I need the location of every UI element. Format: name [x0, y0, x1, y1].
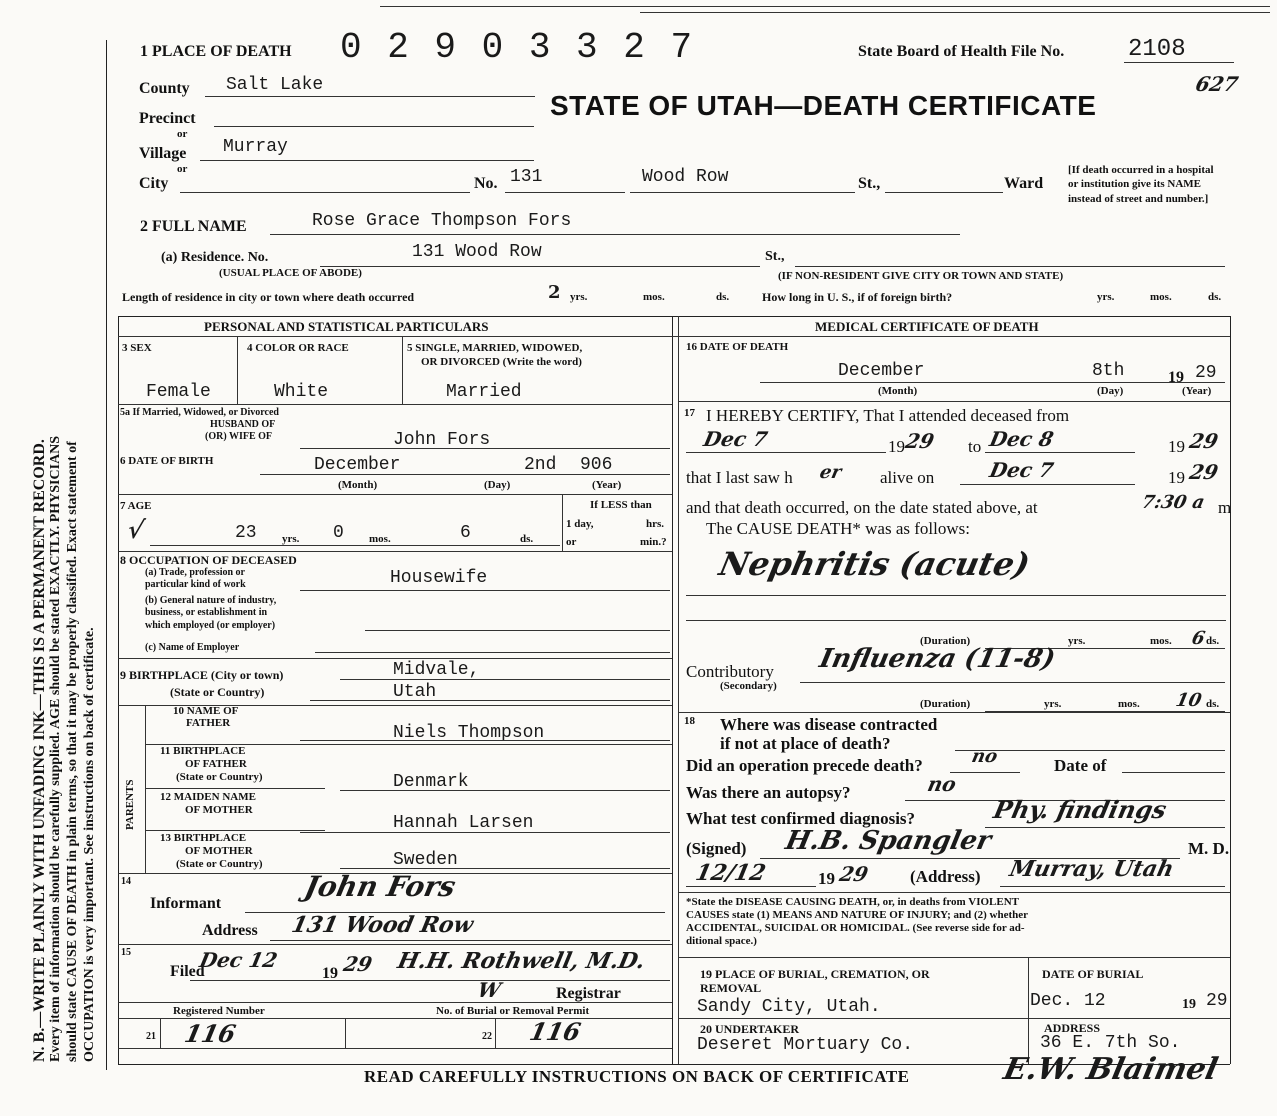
less-than-label: If LESS than [590, 499, 652, 511]
burial-box-left [495, 1018, 496, 1048]
alive-on-date: Dec 7 [987, 458, 1056, 482]
marital-label-1: 5 SINGLE, MARRIED, WIDOWED, [407, 342, 583, 354]
footnote-2: CAUSES state (1) MEANS AND NATURE OF INJURY; and (2) whether [686, 909, 1029, 921]
attended-to: Dec 8 [987, 427, 1056, 451]
full-name-label: 2 FULL NAME [140, 218, 247, 235]
burial-date-label: DATE OF BURIAL [1042, 967, 1144, 981]
informant-number: 14 [121, 876, 131, 887]
occupation-a-label-2: particular kind of work [145, 579, 246, 590]
sex-value: Female [146, 382, 211, 402]
registrar-initial: W [475, 978, 504, 1002]
spouse-label-3: (OR) WIFE OF [205, 431, 273, 442]
informant-label: Informant [150, 895, 222, 912]
sign-year-prefix: 19 [818, 869, 835, 888]
frame-top [118, 316, 1230, 317]
employer-label: (c) Name of Employer [145, 642, 240, 653]
color-divider [402, 336, 403, 404]
alive-year: 29 [1187, 460, 1221, 484]
death-month-caption: (Month) [878, 385, 918, 397]
dob-label: 6 DATE OF BIRTH [120, 455, 214, 467]
section-title-line [118, 336, 1230, 337]
age-check: √ [125, 515, 147, 544]
certificate-number: 0 2 9 0 3 3 2 7 [340, 27, 695, 68]
burial-divider [1028, 957, 1029, 1064]
length-ds: ds. [716, 291, 730, 303]
mother-line [300, 832, 670, 833]
footnote-3: ACCIDENTAL, SUICIDAL OR HOMICIDAL. (See reverse side for ad- [686, 922, 1025, 934]
dob-month: December [314, 455, 401, 475]
street-line [630, 192, 855, 193]
birthplace-state-line [310, 700, 670, 701]
side-note-line2: Every item of information should be carefully supplied. AGE should be stated EXACTLY. PHYSICIANS [48, 435, 63, 1062]
cause-duration-label: (Duration) [920, 635, 971, 647]
number-line [505, 192, 625, 193]
length-yrs: yrs. [570, 291, 588, 303]
attended-to-line [985, 452, 1135, 453]
or-label: or [177, 163, 188, 175]
cause-duration-yrs: yrs. [1068, 635, 1086, 647]
occupation-label: 8 OCCUPATION OF DECEASED [120, 553, 297, 567]
cause-line-1 [686, 595, 1226, 596]
contrib-duration-mos: mos. [1118, 698, 1140, 710]
less-min-label: min.? [640, 536, 667, 548]
burial-place: Sandy City, Utah. [697, 997, 881, 1017]
physician-address-line [1000, 886, 1225, 887]
birthplace-state-label: (State or Country) [170, 685, 265, 699]
certify-text: I HEREBY CERTIFY, That I attended deceased from [706, 406, 1070, 425]
file-no: 2108 [1128, 36, 1186, 63]
mother-label-1: 12 MAIDEN NAME [160, 791, 256, 803]
full-name-value: Rose Grace Thompson Fors [312, 211, 572, 231]
occupation-a-label-1: (a) Trade, profession or [145, 567, 245, 578]
last-saw-label: that I last saw h [686, 468, 793, 487]
us-residence-label: How long in U. S., if of foreign birth? [762, 290, 953, 304]
spouse-value: John Fors [393, 430, 491, 450]
physician-address: Murray, Utah [1007, 856, 1177, 882]
registered-number-label: Registered Number [173, 1005, 265, 1017]
contrib-duration-ds: ds. [1206, 698, 1220, 710]
test-answer: Phy. findings [991, 795, 1170, 824]
filed-number: 15 [121, 947, 131, 958]
burial-year: 29 [1206, 991, 1228, 1011]
city-line [180, 192, 470, 193]
undertaker-label: 20 UNDERTAKER [700, 1022, 800, 1036]
attended-from: Dec 7 [701, 427, 770, 451]
test-line [985, 827, 1225, 828]
mother-bp-label-1: 13 BIRTHPLACE [160, 832, 247, 844]
father-label-1: 10 NAME OF [173, 705, 239, 717]
contributory-label: Contributory [686, 662, 774, 681]
mother-bp-label-2: OF MOTHER [185, 845, 253, 857]
frame-center-2 [678, 316, 679, 1064]
death-year-prefix: 19 [1168, 369, 1184, 386]
us-yrs: yrs. [1097, 291, 1115, 303]
cause-line-2 [686, 620, 1226, 621]
sex-divider [237, 336, 238, 404]
burial-place-label-2: REMOVAL [700, 981, 762, 995]
occupation-b-label-2: business, or establishment in [145, 607, 268, 618]
less-day-label: 1 day, [566, 518, 594, 530]
employer-line [315, 652, 670, 653]
death-date-line [760, 382, 1225, 383]
spouse-label-1: 5a If Married, Widowed, or Divorced [120, 407, 279, 418]
contrib-duration-days: 10 [1173, 690, 1204, 711]
signed-label: (Signed) [686, 839, 747, 858]
birthplace-city: Midvale, [393, 660, 480, 680]
attended-year-1: 29 [903, 429, 937, 453]
contracted-label-1: Where was disease contracted [720, 715, 938, 734]
filed-year: 29 [341, 952, 375, 976]
informant-signature: John Fors [301, 870, 459, 903]
side-note-line4: OCCUPATION is very important. See instructions on back of certificate. [82, 627, 97, 1062]
father-value: Niels Thompson [393, 723, 545, 743]
residence-value: 131 Wood Row [412, 242, 542, 262]
registered-box-right [345, 1018, 346, 1048]
color-value: White [274, 382, 329, 402]
number-value: 131 [510, 167, 543, 187]
mother-value: Hannah Larsen [393, 813, 534, 833]
date-of-death-label: 16 DATE OF DEATH [686, 341, 789, 353]
death-occurred-label: and that death occurred, on the date stated above, at [686, 498, 1038, 517]
usual-abode-caption: (USUAL PLACE OF ABODE) [219, 267, 362, 279]
less-hrs-label: hrs. [646, 518, 665, 530]
burial-permit-label: No. of Burial or Removal Permit [436, 1005, 590, 1017]
occupation-b-label-1: (b) General nature of industry, [145, 595, 277, 606]
spouse-line [300, 448, 670, 449]
death-day-caption: (Day) [1097, 385, 1124, 397]
test-label: What test confirmed diagnosis? [686, 809, 916, 828]
place-of-death-label: 1 PLACE OF DEATH [140, 43, 292, 60]
industry-line [365, 630, 670, 631]
occupation-b-label-3: which employed (or employer) [145, 620, 276, 631]
non-resident-caption: (IF NON-RESIDENT GIVE CITY OR TOWN AND STATE) [778, 270, 1064, 282]
county-label: County [139, 80, 190, 97]
village-line [200, 160, 534, 161]
father-bp-row-line [145, 788, 325, 789]
residence-city-line [795, 266, 1225, 267]
paper-edge [380, 6, 1270, 7]
paper-edge [640, 12, 1270, 13]
undertaker-address: 36 E. 7th So. [1040, 1033, 1181, 1053]
attended-year-prefix-2: 19 [1168, 437, 1185, 456]
date-of-label: Date of [1054, 756, 1107, 775]
dob-line [260, 474, 670, 475]
physician-signature: H.B. Spangler [782, 826, 994, 856]
city-label: City [139, 175, 169, 192]
birthplace-label: 9 BIRTHPLACE (City or town) [120, 668, 284, 682]
st-label: St., [858, 175, 881, 192]
certificate-title: STATE OF UTAH—DEATH CERTIFICATE [550, 90, 1097, 121]
spouse-label-2: HUSBAND OF [210, 419, 276, 430]
precinct-label: Precinct [139, 110, 196, 127]
color-label: 4 COLOR OR RACE [247, 342, 349, 354]
age-mos-label: mos. [369, 533, 391, 545]
contributory-cause: Influenza (11-8) [816, 644, 1058, 674]
informant-address-line [270, 940, 670, 941]
length-mos: mos. [643, 291, 665, 303]
dob-year: 906 [580, 455, 613, 475]
dob-day: 2nd [524, 455, 557, 475]
parents-divider [145, 705, 146, 873]
file-no-sub: 627 [1193, 72, 1241, 96]
box-21-label: 21 [146, 1031, 156, 1042]
age-months: 0 [333, 523, 344, 543]
frame-center [672, 316, 673, 1064]
hospital-note: [If death occurred in a hospital or institution give its NAME instead of street and number.] [1068, 164, 1214, 205]
personal-section-title: PERSONAL AND STATISTICAL PARTICULARS [204, 319, 489, 334]
cause-row-line [678, 712, 1230, 713]
registered-number: 116 [182, 1019, 239, 1048]
or-label: or [177, 128, 188, 140]
contrib-duration-label: (Duration) [920, 698, 971, 710]
filed-label: Filed [170, 963, 205, 980]
alive-on-line [960, 484, 1135, 485]
mother-birthplace: Sweden [393, 850, 458, 870]
physician-address-label: (Address) [910, 867, 981, 886]
filed-row-line [118, 1002, 672, 1003]
age-years: 23 [235, 523, 257, 543]
alive-year-prefix: 19 [1168, 468, 1185, 487]
death-month: December [838, 361, 925, 381]
contracted-label-2: if not at place of death? [720, 734, 891, 753]
dob-day-caption: (Day) [484, 479, 511, 491]
age-row-line [118, 551, 672, 552]
age-yrs-label: yrs. [282, 533, 300, 545]
informant-address-label: Address [202, 922, 258, 939]
marital-value: Married [446, 382, 522, 402]
occupation-value: Housewife [390, 568, 488, 588]
age-label: 7 AGE [120, 500, 152, 512]
st-line [885, 192, 1003, 193]
side-note-line1: N. B.—WRITE PLAINLY WITH UNFADING INK—THIS IS A PERMANENT RECORD. [31, 439, 48, 1062]
sex-label: 3 SEX [122, 342, 152, 354]
autopsy-label: Was there an autopsy? [686, 783, 851, 802]
informant-address: 131 Wood Row [289, 912, 476, 938]
burial-permit-number: 116 [527, 1017, 584, 1046]
operation-label: Did an operation precede death? [686, 756, 923, 775]
cause-label: The CAUSE DEATH* was as follows: [706, 519, 970, 538]
attended-to-label: to [968, 437, 982, 456]
father-bp-label-3: (State or Country) [176, 771, 263, 783]
operation-answer: no [969, 746, 1000, 767]
mother-row-line [145, 830, 325, 831]
occupation-row-line [118, 658, 672, 659]
age-less-divider [562, 494, 563, 551]
death-time: 7:30 a [1139, 492, 1207, 513]
operation-line [950, 772, 1020, 773]
last-saw-pronoun: er [817, 462, 844, 483]
father-label-2: FATHER [186, 717, 231, 729]
undertaker: Deseret Mortuary Co. [697, 1035, 914, 1055]
dob-year-caption: (Year) [592, 479, 622, 491]
father-birthplace: Denmark [393, 772, 469, 792]
registrar-label: Registrar [556, 985, 621, 1002]
residence-st-label: St., [765, 249, 785, 264]
father-bp-line [340, 790, 670, 791]
number-label: No. [474, 175, 498, 192]
attended-year-2: 29 [1187, 429, 1221, 453]
full-name-line [270, 234, 960, 235]
secondary-label: (Secondary) [720, 680, 777, 692]
cause-duration-ds: ds. [1206, 635, 1220, 647]
precinct-line [214, 126, 534, 127]
burial-year-prefix: 19 [1182, 997, 1196, 1012]
registered-bottom-line [118, 1048, 672, 1049]
date-row-line [678, 401, 1230, 402]
side-note-line3: should state CAUSE OF DEATH in plain terms, so that it may be properly classified. Exact statement of [65, 441, 80, 1062]
age-ds-label: ds. [520, 533, 534, 545]
mother-bp-line [340, 868, 670, 869]
mother-label-2: OF MOTHER [185, 804, 253, 816]
frame-left [118, 316, 119, 1064]
cause-duration-months: 6 [1189, 628, 1207, 649]
village-label: Village [139, 145, 187, 162]
county-line [205, 96, 535, 97]
registrar-signature: H.H. Rothwell, M.D. [395, 948, 648, 974]
death-time-m: m [1218, 498, 1232, 517]
file-no-label: State Board of Health File No. [858, 43, 1065, 60]
county-value: Salt Lake [226, 75, 324, 95]
occupation-line [300, 590, 670, 591]
marital-label-2: OR DIVORCED (Write the word) [421, 356, 582, 368]
sex-row-line [118, 404, 672, 405]
alive-on-label: alive on [880, 468, 935, 487]
contributory-line [800, 682, 1225, 683]
father-line [300, 740, 670, 741]
father-bp-label-1: 11 BIRTHPLACE [160, 745, 246, 757]
birthplace-city-line [340, 679, 670, 680]
burial-place-label-1: 19 PLACE OF BURIAL, CREMATION, OR [700, 967, 930, 981]
cause-of-death: Nephritis (acute) [715, 545, 1034, 583]
less-or-label: or [566, 536, 577, 548]
parents-label: PARENTS [124, 779, 136, 830]
box-22-label: 22 [482, 1031, 492, 1042]
village-value: Murray [223, 137, 288, 157]
q18-number: 18 [684, 715, 695, 727]
ward-label: Ward [1004, 175, 1044, 192]
signed-date-line [686, 886, 816, 887]
signed-date: 12/12 [693, 860, 769, 886]
date-of-line [1122, 772, 1225, 773]
death-day: 8th [1092, 361, 1125, 381]
attended-from-line [686, 452, 886, 453]
burial-date: Dec. 12 [1030, 991, 1106, 1011]
dob-row-line [118, 494, 672, 495]
burial-row-line [678, 1018, 1230, 1019]
birthplace-state: Utah [393, 682, 437, 702]
mother-bp-label-3: (State or Country) [176, 858, 263, 870]
side-border [106, 40, 107, 1070]
md-label: M. D. [1188, 839, 1230, 858]
residence-line [320, 266, 760, 267]
stamp-signature: E.W. Blaimel [1000, 1052, 1221, 1087]
informant-row-line [118, 944, 672, 945]
age-days: 6 [460, 523, 471, 543]
medical-section-title: MEDICAL CERTIFICATE OF DEATH [815, 319, 1039, 334]
filed-year-prefix: 19 [322, 965, 338, 982]
filed-date: Dec 12 [197, 948, 280, 972]
registered-box-left [160, 1018, 161, 1048]
length-of-residence-value: 2 [548, 282, 561, 303]
contrib-duration-yrs: yrs. [1044, 698, 1062, 710]
us-ds: ds. [1208, 291, 1222, 303]
undertaker-address-label: ADDRESS [1044, 1021, 1101, 1035]
instructions-footer: READ CAREFULLY INSTRUCTIONS ON BACK OF CERTIFICATE [364, 1067, 910, 1086]
footnote-row-line [678, 957, 1230, 958]
attended-year-prefix-1: 19 [888, 437, 905, 456]
cause-duration-mos: mos. [1150, 635, 1172, 647]
frame-right [1230, 316, 1231, 1064]
certify-number: 17 [684, 407, 695, 419]
us-mos: mos. [1150, 291, 1172, 303]
autopsy-answer: no [925, 772, 959, 796]
residence-label: (a) Residence. No. [161, 250, 269, 265]
footnote-1: *State the DISEASE CAUSING DEATH, or, in deaths from VIOLENT [686, 896, 1020, 908]
street-value: Wood Row [642, 167, 729, 187]
signed-row-line [678, 892, 1230, 893]
death-year: 29 [1195, 363, 1217, 383]
death-year-caption: (Year) [1182, 385, 1212, 397]
sign-year: 29 [837, 862, 871, 886]
father-bp-label-2: OF FATHER [185, 758, 247, 770]
length-of-residence-label: Length of residence in city or town where death occurred [122, 290, 415, 304]
age-line [150, 545, 560, 546]
dob-month-caption: (Month) [338, 479, 378, 491]
footnote-4: ditional space.) [686, 935, 757, 947]
filed-line [190, 980, 670, 981]
